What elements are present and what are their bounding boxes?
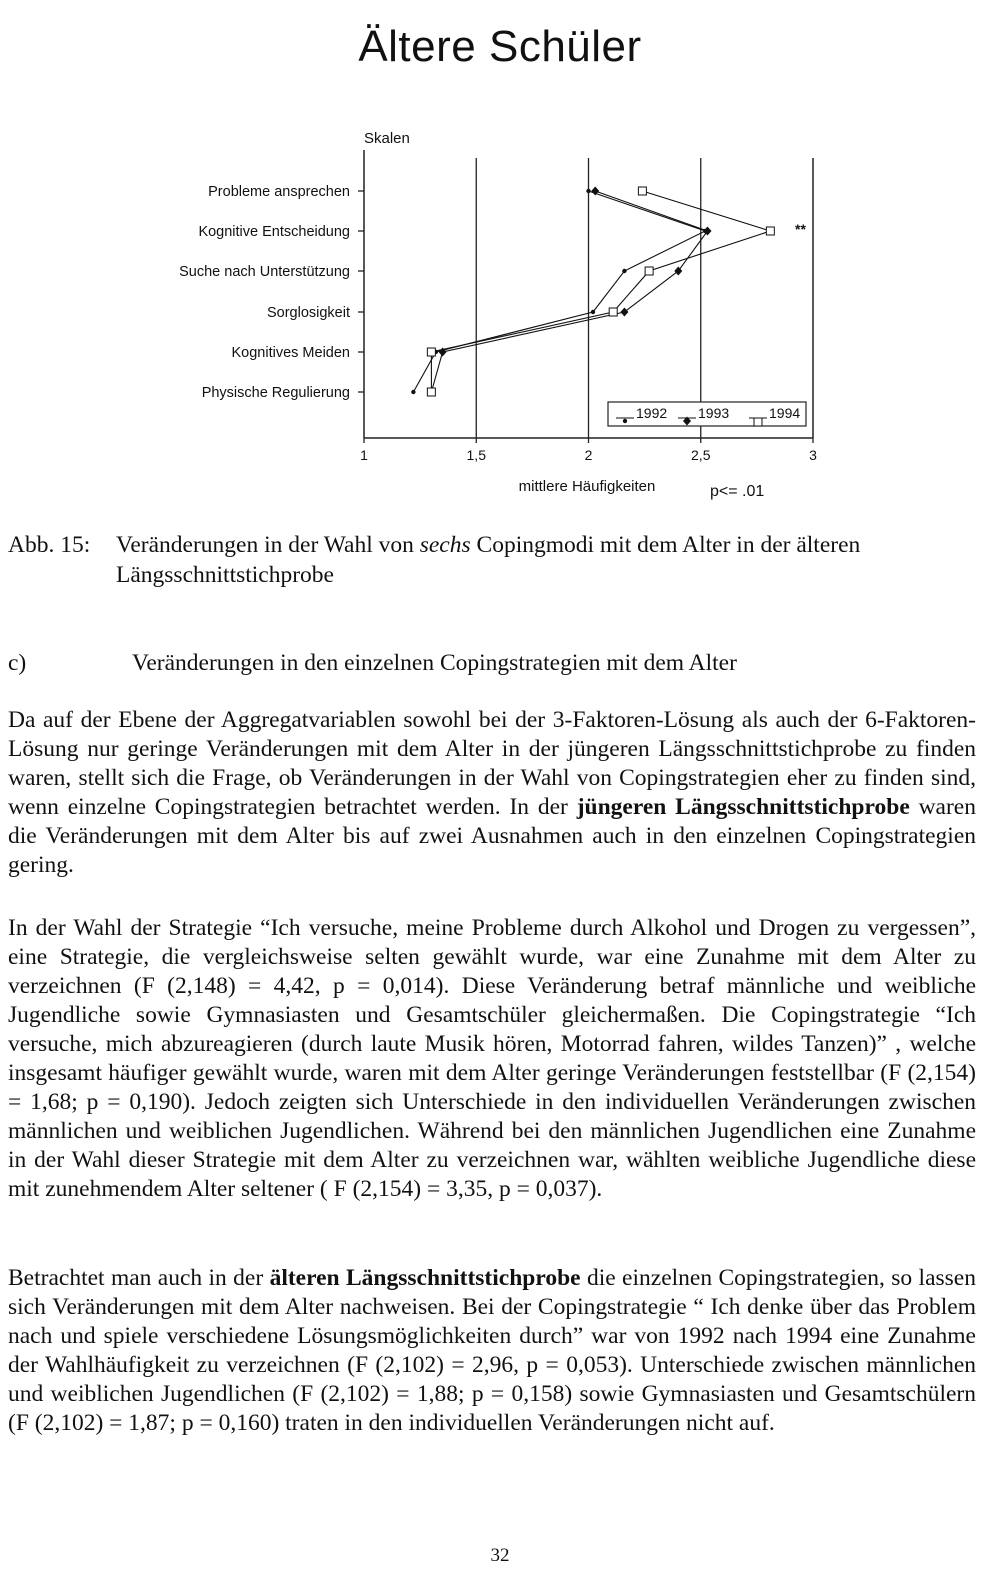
- data-point-1993: [620, 308, 628, 317]
- paragraph-3-bold: älteren Längsschnittstichprobe: [269, 1265, 581, 1291]
- series-line-1992: [413, 191, 705, 392]
- paragraph-1: [8, 706, 976, 880]
- data-point-1994: [609, 308, 617, 316]
- x-tick-label: 2,5: [691, 447, 711, 463]
- data-series: [411, 187, 774, 397]
- data-point-1994: [427, 388, 435, 396]
- y-category-label: Kognitive Entscheidung: [198, 224, 350, 240]
- legend-label-1992: 1992: [636, 405, 668, 421]
- data-point-1994: [645, 267, 653, 275]
- x-tick-label: 2: [584, 447, 593, 463]
- x-tick-label: 1: [360, 447, 368, 463]
- data-point-1992: [411, 390, 415, 394]
- legend-label-1993: 1993: [698, 405, 730, 421]
- caption-italic: sechs: [419, 532, 471, 558]
- y-category-labels: [179, 184, 364, 401]
- grid-lines: [476, 158, 701, 438]
- series-1992: [411, 189, 707, 394]
- y-axis-title: Skalen: [364, 130, 410, 147]
- series-1994: [427, 187, 774, 396]
- x-tick-labels: [360, 438, 817, 463]
- section-title: Veränderungen in den einzelnen Copingstrategien mit dem Alter: [132, 650, 737, 676]
- x-tick-label: 3: [809, 447, 817, 463]
- y-category-label: Kognitives Meiden: [231, 345, 350, 361]
- data-point-1992: [622, 269, 626, 273]
- paragraph-1-text-a: Da auf der Ebene der Aggregatvariablen sowohl bei der 3-Faktoren-Lösung als auch der 6-Faktoren-Lösung nur geringe Veränderungen mit dem Alter in der jüngeren Längsschnittstichprobe zu finden waren, stellt sich die Frage, ob Veränderungen in der Wahl von Copingstrategien eher zu finden sind, wenn einzelne Copingstrategien betrachtet werden. In der: [8, 707, 976, 820]
- x-axis-label: mittlere Häufigkeiten: [518, 478, 656, 495]
- paragraph-1-bold: jüngeren Längsschnittstichprobe: [576, 794, 910, 820]
- line-chart: [0, 120, 1000, 510]
- y-category-label: Sorglosigkeit: [266, 305, 350, 321]
- data-point-1994: [638, 187, 646, 195]
- page-number: 32: [490, 1545, 510, 1566]
- legend-marker-1992: [623, 419, 627, 423]
- paragraph-3-text-a: Betrachtet man auch in der: [8, 1265, 270, 1291]
- legend: [608, 402, 806, 426]
- page-title: Ältere Schüler: [358, 22, 642, 71]
- paragraph-2: In der Wahl der Strategie “Ich versuche, meine Probleme durch Alkohol und Drogen zu vergessen”, eine Strategie, die vergleichsweise selten gewählt wurde, war eine Zunahme mit dem Alter zu verzeichnen (F (2,148) = 4,42, p = 0,014). Diese Veränderung betraf männliche und weibliche Jugendliche sowie Gymnasiasten und Gesamtschüler gleichermaßen. Die Copingstrategie “Ich versuche, mich abzureagieren (durch laute Musik hören, Motorrad fahren, wildes Tanzen)” , welche insgesamt häufiger gewählt wurde, waren mit dem Alter geringe Veränderungen feststellbar (F (2,154) = 1,68; p = 0,190). Jedoch zeigten sich Unterschiede in den individuellen Veränderungen zwischen männlichen und weiblichen Jugendlichen. Während bei den männlichen Jugendlichen eine Zunahme in der Wahl dieser Strategie mit dem Alter zu verzeichnen war, wählten weibliche Jugendliche diese mit zunehmendem Alter seltener ( F (2,154) = 3,35, p = 0,037).: [8, 915, 976, 1202]
- y-category-label: Physische Regulierung: [201, 385, 350, 401]
- series-line-1993: [431, 191, 707, 392]
- caption-text-1: Veränderungen in der Wahl von: [116, 532, 420, 558]
- x-tick-label: 1,5: [466, 447, 486, 463]
- legend-label-1994: 1994: [769, 405, 801, 421]
- section-label: c): [8, 650, 27, 676]
- significance-marker: **: [795, 221, 806, 237]
- significance-note: p<= .01: [710, 483, 765, 500]
- caption-label: Abb. 15:: [8, 532, 91, 558]
- figure-caption: [8, 530, 983, 590]
- y-category-label: Suche nach Unterstützung: [179, 264, 350, 280]
- data-point-1994: [766, 227, 774, 235]
- data-point-1992: [586, 189, 590, 193]
- y-category-label: Probleme ansprechen: [208, 184, 350, 200]
- caption-text-2: Copingmodi mit dem Alter in der älteren: [470, 532, 861, 558]
- legend-marker-1994: [754, 418, 762, 426]
- paragraph-3-text-b: die einzelnen Copingstrategien, so lassen sich Veränderungen mit dem Alter nachweisen. Bei der Copingstrategie “ Ich denke über das Problem nach und spiele verschiedene Lösungsmöglichkeiten durch” war von 1992 nach 1994 eine Zunahme der Wahlhäufigkeit zu verzeichnen (F (2,102) = 2,96, p = 0,053). Unterschiede zwischen männlichen und weiblichen Jugendlichen (F (2,102) = 1,88; p = 0,158) sowie Gymnasiasten und Gesamtschülern (F (2,102) = 1,87; p = 0,160) traten in den individuellen Veränderungen nicht auf.: [8, 1265, 976, 1436]
- paragraph-3: [8, 1264, 976, 1438]
- data-point-1992: [591, 310, 595, 314]
- series-line-1994: [431, 191, 770, 392]
- caption-line-2: Längsschnittstichprobe: [116, 562, 334, 588]
- paragraph-1-text-b: waren die Veränderungen mit dem Alter bis auf zwei Ausnahmen auch in den einzelnen Copingstrategien gering.: [8, 794, 976, 878]
- data-point-1994: [427, 348, 435, 356]
